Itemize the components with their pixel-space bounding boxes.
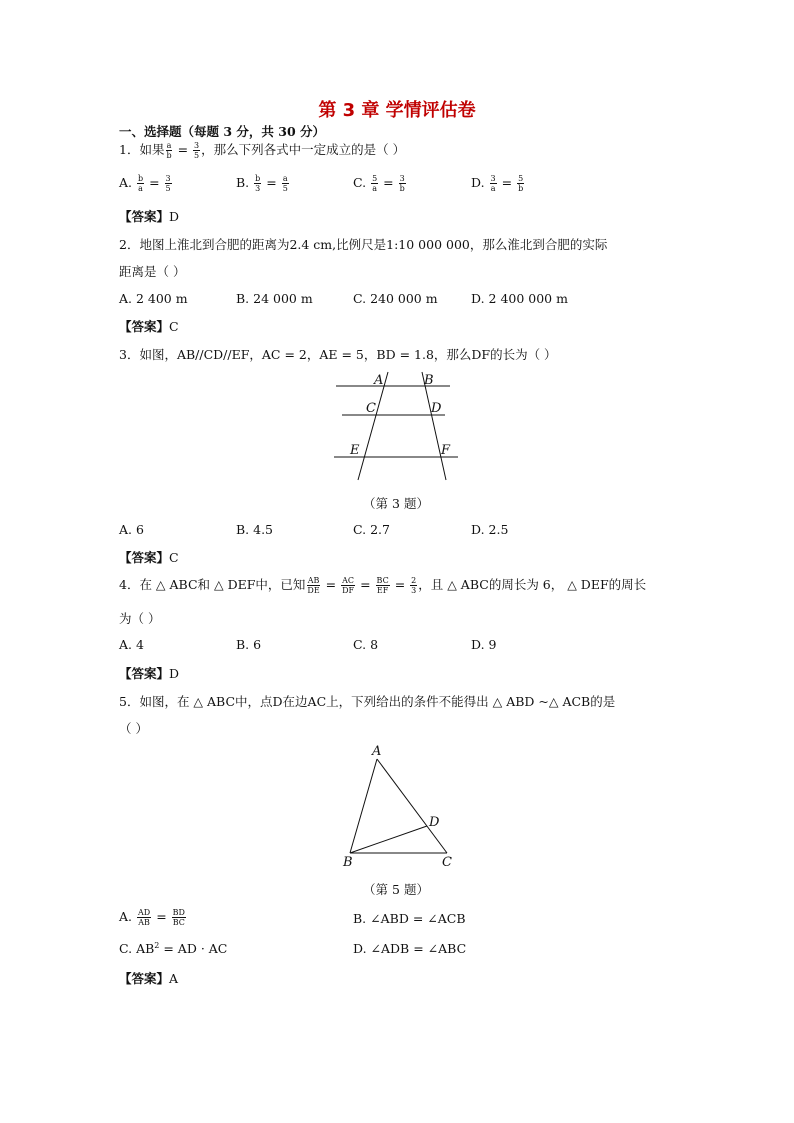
point-label-c: C: [442, 855, 452, 870]
question-3-stem: 3．如图，AB//CD//EF，AC = 2，AE = 5，BD = 1.8，那么DF的长为（ ）: [119, 347, 557, 362]
point-label-f: F: [441, 443, 451, 458]
question-1-option-b: B. $\frac{b}{3}$ = $\frac{a}{5}$: [236, 174, 288, 193]
question-2-stem-line-1: 2．地图上淮北到合肥的距离为2.4 cm,比例尺是1:10 000 000，那么淮北到合肥的实际: [119, 237, 608, 252]
page-title: 第 3 章 学情评估卷: [318, 100, 476, 121]
question-3-figure: [330, 368, 465, 486]
fraction: $\frac{3}{5}$: [194, 141, 200, 160]
point-label-d: D: [429, 815, 440, 830]
question-5-figure: [334, 740, 464, 870]
question-5-option-c: C. $AB^2$ = AD · AC: [119, 941, 228, 957]
question-3-option-b: B. 4.5: [236, 522, 274, 537]
fraction: $\frac{a}{b}$: [166, 141, 172, 160]
question-4-answer: 【答案】D: [119, 666, 180, 681]
point-label-a: A: [374, 373, 384, 388]
section-heading: 一、选择题（每题 3 分，共 30 分）: [119, 124, 326, 139]
question-5-answer: 【答案】A: [119, 971, 179, 986]
point-label-e: E: [350, 443, 360, 458]
question-5-stem-line-2: （ ）: [119, 721, 148, 736]
question-1-option-a: A. $\frac{b}{a}$ = $\frac{3}{5}$: [119, 174, 171, 193]
question-1-option-d: D. $\frac{3}{a}$ = $\frac{5}{b}$: [471, 174, 524, 193]
question-1-stem: 1．如果 $\frac{a}{b}$ = $\frac{3}{5}$ ，那么下列各式中一定成立的是（ ）: [119, 141, 406, 160]
question-4-option-a: A. 4: [119, 637, 144, 652]
question-1-option-c: C. $\frac{5}{a}$ = $\frac{3}{b}$: [353, 174, 405, 193]
question-3-option-a: A. 6: [119, 522, 144, 537]
question-5-option-a: A. $\frac{AD}{AB}$ = $\frac{BD}{BC}$: [119, 908, 185, 927]
question-2-option-d: D. 2 400 000 m: [471, 291, 568, 306]
question-3-option-d: D. 2.5: [471, 522, 509, 537]
question-4-stem-line-1: 4．在 △ ABC和 △ DEF中，已知 $\frac{AB}{DE}$ = $\frac{AC}{DF}$ = $\frac{BC}{EF}$ = $\frac{2}{3}$ ，且 △ ABC的周长为 6， △ DEF的周长: [119, 576, 647, 595]
point-label-b: B: [424, 373, 434, 388]
point-label-d: D: [431, 401, 442, 416]
question-5-option-b: B. ∠ABD = ∠ACB: [353, 911, 466, 926]
question-2-option-a: A. 2 400 m: [119, 291, 188, 306]
transversal-bdf: [422, 372, 446, 480]
question-2-option-c: C. 240 000 m: [353, 291, 438, 306]
transversal-ace: [358, 372, 388, 480]
question-4-option-d: D. 9: [471, 637, 497, 652]
question-2-answer: 【答案】C: [119, 319, 179, 334]
segment-bd: [350, 826, 427, 853]
point-label-c: C: [366, 401, 376, 416]
question-3-answer: 【答案】C: [119, 550, 179, 565]
question-2-option-b: B. 24 000 m: [236, 291, 313, 306]
point-label-a: A: [372, 744, 382, 759]
point-label-b: B: [343, 855, 353, 870]
question-3-option-c: C. 2.7: [353, 522, 390, 537]
question-5-caption: （第 5 题）: [363, 882, 429, 897]
question-1-answer: 【答案】D: [119, 209, 180, 224]
question-3-caption: （第 3 题）: [363, 496, 429, 511]
question-5-option-d: D. ∠ADB = ∠ABC: [353, 941, 467, 956]
side-ab: [350, 759, 377, 853]
question-4-option-c: C. 8: [353, 637, 379, 652]
side-ac: [377, 759, 447, 853]
question-2-stem-line-2: 距离是（ ）: [119, 264, 186, 279]
question-5-stem-line-1: 5．如图，在 △ ABC中，点D在边AC上，下列给出的条件不能得出 △ ABD ~△ ACB的是: [119, 694, 616, 709]
question-4-option-b: B. 6: [236, 637, 262, 652]
question-4-stem-line-2: 为（ ）: [119, 611, 161, 626]
